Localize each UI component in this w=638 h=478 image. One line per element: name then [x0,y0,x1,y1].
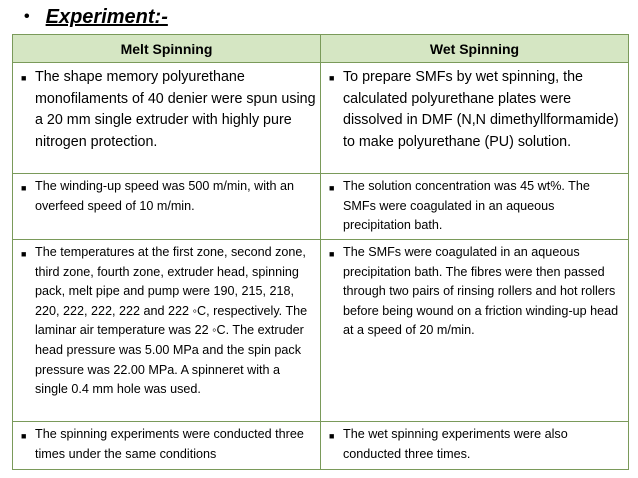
square-bullet-icon: ■ [329,183,335,193]
table-row [13,174,629,240]
square-bullet-icon: ■ [329,73,335,83]
wet-text: The solution concentration was 45 wt%. The SMFs were coagulated in an aqueous precipitation bath. [343,179,590,233]
table-row [13,63,629,174]
melt-text: The winding-up speed was 500 m/min, with an overfeed speed of 10 m/min. [35,179,295,213]
square-bullet-icon: ■ [21,431,27,441]
wet-text: To prepare SMFs by wet spinning, the calculated polyurethane plates were dissolved in DMF (N,N dimethyllformamide) to make polyurethane (PU) solution. [343,69,619,150]
wet-text: The wet spinning experiments were also conducted three times. [343,427,568,461]
melt-cell [13,63,321,174]
square-bullet-icon: ■ [21,183,27,193]
wet-cell [321,240,629,422]
header-wet-spinning: Wet Spinning [321,35,629,63]
header-melt-spinning: Melt Spinning [13,35,321,63]
heading-bullet: • [24,8,30,25]
square-bullet-icon: ■ [21,249,27,259]
wet-cell [321,422,629,470]
table-header-row [13,35,629,63]
square-bullet-icon: ■ [329,249,335,259]
melt-cell [13,240,321,422]
wet-text: The SMFs were coagulated in an aqueous precipitation bath. The fibres were then passed through two pairs of rinsing rollers and hot rollers before being wound on a friction winding-up head at a speed of 20 m/min. [343,245,619,338]
melt-cell [13,422,321,470]
table-row [13,422,629,470]
melt-text: The temperatures at the first zone, second zone, third zone, fourth zone, extruder head, spinning pack, melt pipe and pump were 190, 215, 218, 220, 222, 222, 222 and 222 ◦C, respectively. The laminar air temperature was 22 ◦C. The extruder head pressure was 5.00 MPa and the spin pack pressure was 22.00 MPa. A spinneret with a single 0.4 mm hole was used. [35,245,308,397]
melt-text: The shape memory polyurethane monofilaments of 40 denier were spun using a 20 mm single extruder with highly pure nitrogen protection. [35,69,316,150]
heading-title: Experiment:- [45,5,168,28]
square-bullet-icon: ■ [329,431,335,441]
comparison-table [12,34,629,470]
square-bullet-icon: ■ [21,73,27,83]
table-row [13,240,629,422]
slide-heading [24,2,168,32]
wet-cell [321,174,629,240]
melt-cell [13,174,321,240]
wet-cell [321,63,629,174]
melt-text: The spinning experiments were conducted three times under the same conditions [35,427,304,461]
